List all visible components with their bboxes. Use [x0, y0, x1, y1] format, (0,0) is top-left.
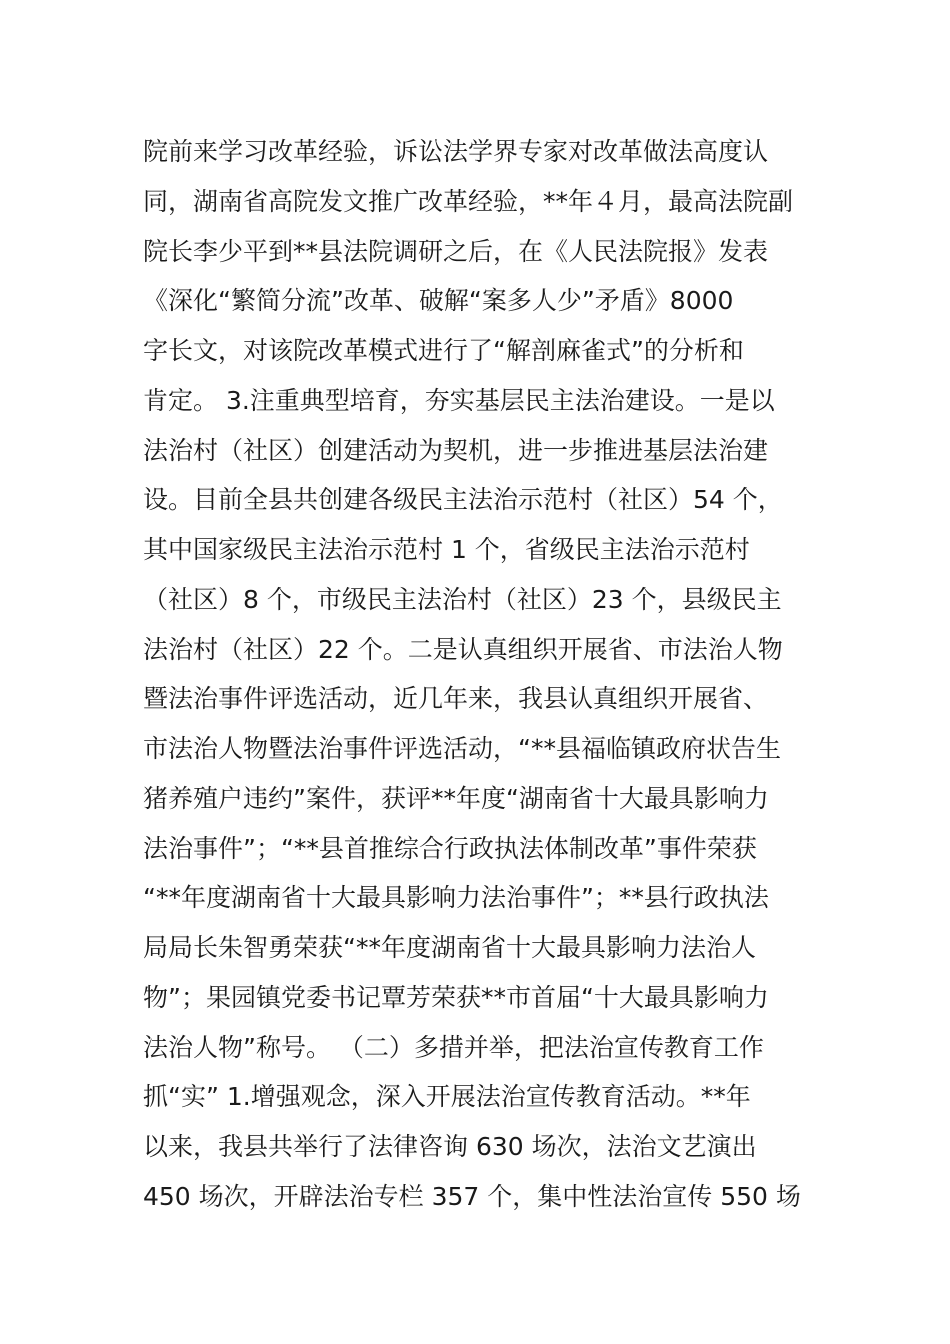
text-line: 同，湖南省高院发文推广改革经验，**年４月，最高法院副: [143, 186, 794, 216]
text-line: 市法治人物暨法治事件评选活动，“**县福临镇政府状告生: [143, 734, 781, 763]
body-text: [143, 127, 823, 1222]
text-line: （社区）8 个，市级民主法治村（社区）23 个，县级民主: [143, 584, 782, 614]
text-line: 院长李少平到**县法院调研之后，在《人民法院报》发表: [143, 236, 769, 266]
text-line: 设。目前全县共创建各级民主法治示范村（社区）54 个，: [143, 485, 783, 515]
text-line: 猪养殖户违约”案件，获评**年度“湖南省十大最具影响力: [143, 783, 769, 813]
text-line: 其中国家级民主法治示范村 1 个，省级民主法治示范村: [143, 535, 750, 564]
text-line: 字长文，对该院改革模式进行了“解剖麻雀式”的分析和: [143, 336, 744, 365]
text-line: 450 场次，开辟法治专栏 357 个，集中性法治宣传 550 场: [143, 1181, 801, 1211]
text-line: 法治人物”称号。 （二）多措并举，把法治宣传教育工作: [143, 1032, 764, 1062]
text-line: 法治村（社区）22 个。二是认真组织开展省、市法治人物: [143, 634, 783, 664]
text-line: “**年度湖南省十大最具影响力法治事件”；**县行政执法: [143, 883, 769, 913]
text-line: 院前来学习改革经验，诉讼法学界专家对改革做法高度认: [143, 137, 769, 166]
text-line: 暨法治事件评选活动，近几年来，我县认真组织开展省、: [143, 684, 769, 714]
text-line: 抓“实” 1.增强观念，深入开展法治宣传教育活动。**年: [143, 1082, 751, 1112]
text-line: 局局长朱智勇荣获“**年度湖南省十大最具影响力法治人: [143, 933, 756, 962]
text-line: 肯定。 3.注重典型培育，夯实基层民主法治建设。一是以: [143, 385, 775, 415]
text-line: 物”；果园镇党委书记覃芳荣获**市首届“十大最具影响力: [143, 982, 769, 1012]
text-line: 以来，我县共举行了法律咨询 630 场次，法治文艺演出: [143, 1132, 757, 1161]
text-line: 法治事件”；“**县首推综合行政执法体制改革”事件荣获: [143, 833, 757, 863]
text-line: 《深化“繁简分流”改革、破解“案多人少”矛盾》8000: [143, 286, 734, 316]
text-line: 法治村（社区）创建活动为契机，进一步推进基层法治建: [143, 435, 769, 465]
